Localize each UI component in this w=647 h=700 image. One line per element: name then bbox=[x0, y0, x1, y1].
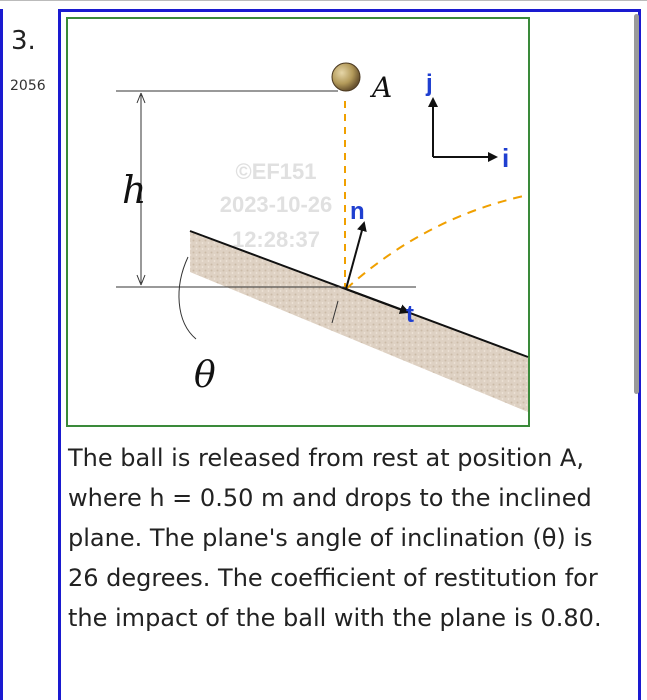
point-a-label: A bbox=[372, 71, 393, 104]
frame-outer-left bbox=[0, 9, 3, 700]
unit-vector-j-label: j bbox=[426, 70, 433, 97]
ball bbox=[332, 63, 360, 91]
top-divider bbox=[0, 0, 647, 1]
height-label: h bbox=[122, 168, 147, 212]
watermark bbox=[220, 159, 333, 252]
scrollbar[interactable] bbox=[634, 14, 639, 394]
question-id: 2056 bbox=[10, 78, 46, 94]
angle-label: θ bbox=[194, 355, 216, 396]
normal-vector-label: n bbox=[350, 198, 365, 225]
frame-top bbox=[59, 9, 641, 12]
watermark-line-2: 2023-10-26 bbox=[219, 192, 333, 217]
problem-statement: The ball is released from rest at position A, where h = 0.50 m and drops to the inclined plane. The plane's angle of inclination (θ) is 26 degrees. The coefficient of restitution for the impact of the ball with the plane is 0.80. bbox=[68, 444, 602, 632]
frame-left bbox=[58, 9, 61, 700]
watermark-line-1: ©EF151 bbox=[235, 159, 317, 184]
watermark-line-3: 12:28:37 bbox=[231, 227, 321, 252]
tangent-vector-label: t bbox=[406, 301, 414, 328]
unit-vector-i-label: i bbox=[502, 143, 510, 173]
problem-figure bbox=[66, 17, 530, 427]
question-number: 3. bbox=[11, 26, 36, 56]
